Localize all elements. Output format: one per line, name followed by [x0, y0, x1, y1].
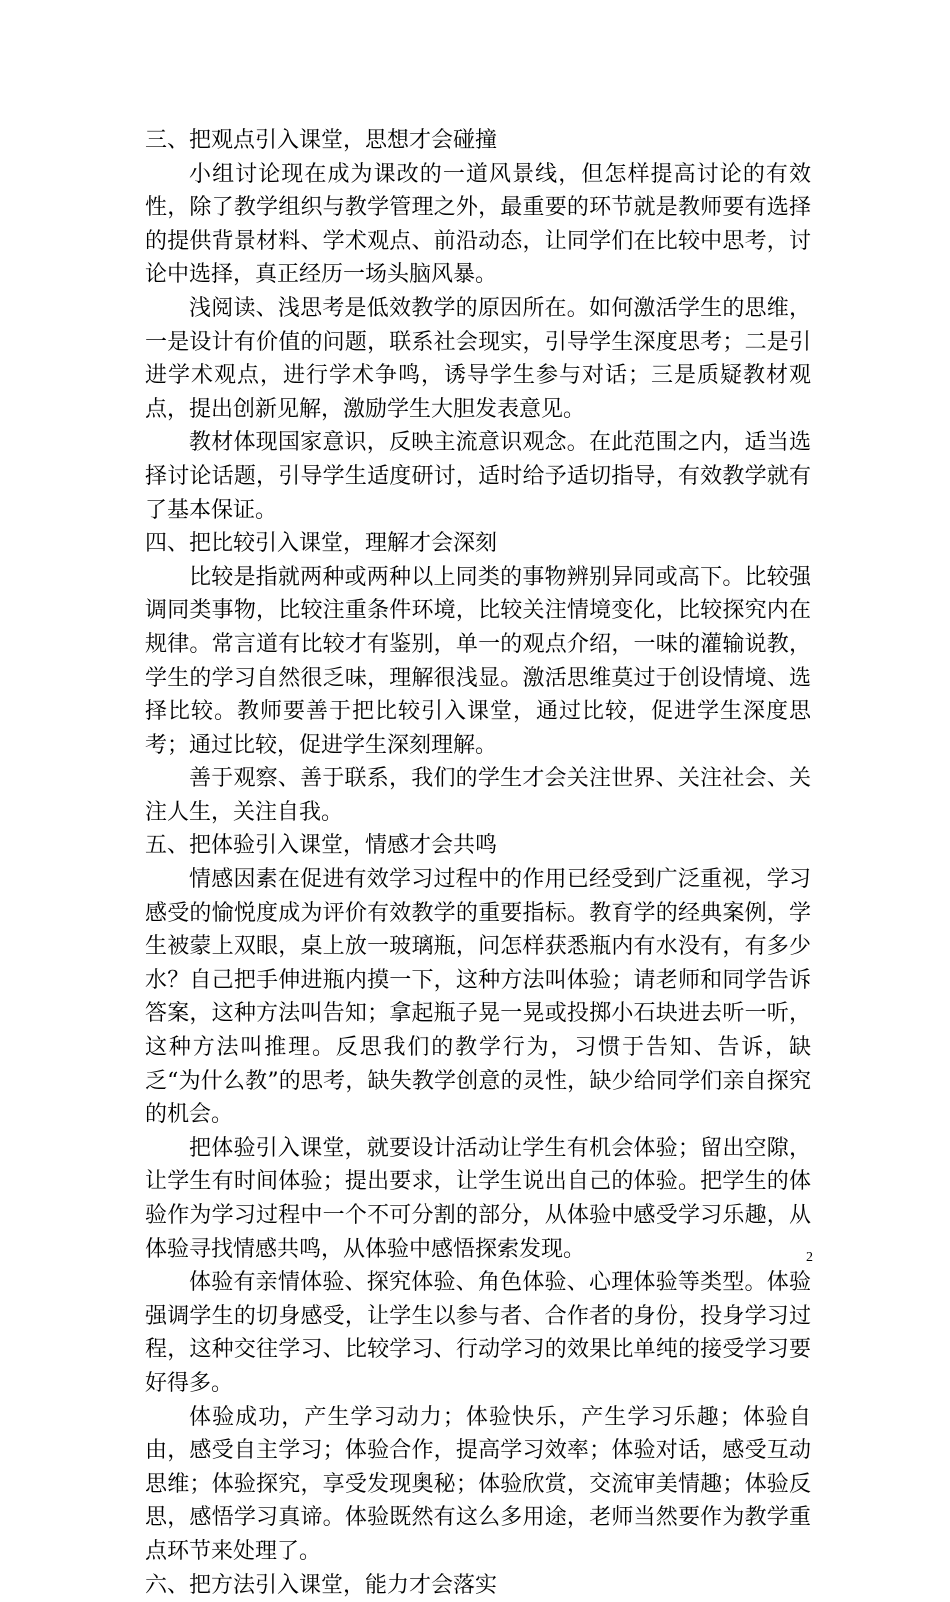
paragraph: 浅阅读、浅思考是低效教学的原因所在。如何激活学生的思维，一是设计有价值的问题，联系社会现实，引导学生深度思考；二是引进学术观点，进行学术争鸣，诱导学生参与对话；三是质疑教材观点，提出创新见解，激励学生大胆发表意见。	[145, 295, 811, 422]
section-heading-3: 三、把观点引入课堂，思想才会碰撞	[145, 128, 498, 153]
section-heading-5: 五、把体验引入课堂，情感才会共鸣	[145, 833, 498, 859]
page-content	[145, 124, 811, 1602]
paragraph: 体验成功，产生学习动力；体验快乐，产生学习乐趣；体验自由，感受自主学习；体验合作，提高学习效率；体验对话，感受互动思维；体验探究，享受发现奥秘；体验欣赏，交流审美情趣；体验反思，感悟学习真谛。体验既然有这么多用途，老师当然要作为教学重点环节来处理了。	[145, 1404, 811, 1564]
paragraph: 比较是指就两种或两种以上同类的事物辨别异同或高下。比较强调同类事物，比较注重条件环境，比较关注情境变化，比较探究内在规律。常言道有比较才有鉴别，单一的观点介绍，一味的灌输说教，学生的学习自然很乏味，理解很浅显。激活思维莫过于创设情境、选择比较。教师要善于把比较引入课堂，通过比较，促进学生深度思考；通过比较，促进学生深刻理解。	[145, 564, 811, 758]
section-heading-4: 四、把比较引入课堂，理解才会深刻	[145, 531, 498, 557]
paragraph: 教材体现国家意识，反映主流意识观念。在此范围之内，适当选择讨论话题，引导学生适度研讨，适时给予适切指导，有效教学就有了基本保证。	[145, 430, 811, 523]
paragraph: 小组讨论现在成为课改的一道风景线，但怎样提高讨论的有效性，除了教学组织与教学管理之外，最重要的环节就是教师要有选择的提供背景材料、学术观点、前沿动态，让同学们在比较中思考，讨论中选择，真正经历一场头脑风暴。	[145, 161, 811, 288]
section-heading-6: 六、把方法引入课堂，能力才会落实	[145, 1572, 498, 1598]
paragraph: 把体验引入课堂，就要设计活动让学生有机会体验；留出空隙，让学生有时间体验；提出要求，让学生说出自己的体验。把学生的体验作为学习过程中一个不可分割的部分，从体验中感受学习乐趣，从体验寻找情感共鸣，从体验中感悟探索发现。	[145, 1135, 811, 1262]
paragraph: 善于观察、善于联系，我们的学生才会关注世界、关注社会、关注人生，关注自我。	[145, 766, 811, 825]
page-number: 2	[806, 1250, 813, 1265]
paragraph: 体验有亲情体验、探究体验、角色体验、心理体验等类型。体验强调学生的切身感受，让学生以参与者、合作者的身份，投身学习过程，这种交往学习、比较学习、行动学习的效果比单纯的接受学习要好得多。	[145, 1270, 811, 1396]
paragraph: 情感因素在促进有效学习过程中的作用已经受到广泛重视，学习感受的愉悦度成为评价有效教学的重要指标。教育学的经典案例，学生被蒙上双眼，桌上放一玻璃瓶，问怎样获悉瓶内有水没有，有多少水？自己把手伸进瓶内摸一下，这种方法叫体验；请老师和同学告诉答案，这种方法叫告知；拿起瓶子晃一晃或投掷小石块进去听一听，这种方法叫推理。反思我们的教学行为，习惯于告知、告诉，缺乏“为什么教”的思考，缺失教学创意的灵性，缺少给同学们亲自探究的机会。	[145, 867, 811, 1128]
